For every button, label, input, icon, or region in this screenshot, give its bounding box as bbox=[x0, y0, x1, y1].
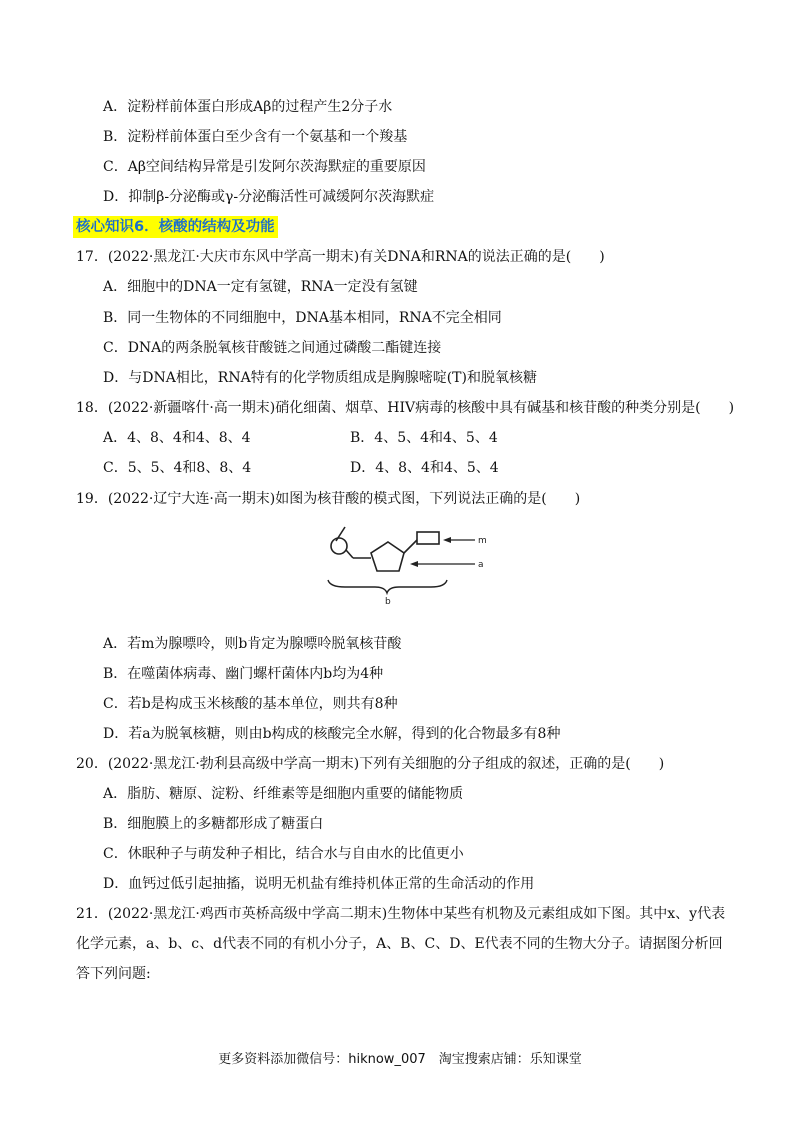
q17-option-d: D．与DNA相比，RNA特有的化学物质组成是胸腺嘧啶(T)和脱氧核糖 bbox=[103, 370, 537, 386]
q17-option-a: A．细胞中的DNA一定有氢键，RNA一定没有氢键 bbox=[103, 279, 418, 295]
q16-option-b: B．淀粉样前体蛋白至少含有一个氨基和一个羧基 bbox=[103, 129, 408, 145]
q18-option-d: D．4、8、4和4、5、4 bbox=[350, 460, 499, 476]
label-b: b bbox=[385, 597, 391, 605]
section-heading: 核心知识6．核酸的结构及功能 bbox=[73, 216, 278, 238]
q19-option-a: A．若m为腺嘌呤，则b肯定为腺嘌呤脱氧核苷酸 bbox=[103, 636, 402, 652]
page-footer: 更多资料添加微信号：hiknow_007 淘宝搜索店铺：乐知课堂 bbox=[218, 1052, 582, 1067]
q19-option-c: C．若b是构成玉米核酸的基本单位，则共有8种 bbox=[103, 696, 398, 712]
m-arrow-head bbox=[443, 537, 451, 543]
q20-option-b: B．细胞膜上的多糖都形成了糖蛋白 bbox=[103, 816, 324, 832]
q19-stem: 19．(2022·辽宁大连·高一期末)如图为核苷酸的模式图，下列说法正确的是( ) bbox=[76, 491, 581, 507]
q17-stem: 17．(2022·黑龙江·大庆市东风中学高一期末)有关DNA和RNA的说法正确的是( ) bbox=[76, 249, 605, 265]
q18-option-a: A．4、8、4和4、8、4 bbox=[103, 430, 251, 446]
base-rectangle bbox=[417, 532, 439, 544]
q18-option-c: C．5、5、4和8、8、4 bbox=[103, 460, 252, 476]
q19-option-b: B．在噬菌体病毒、幽门螺杆菌体内b均为4种 bbox=[103, 666, 384, 682]
q16-option-d: D．抑制β-分泌酶或γ-分泌酶活性可减缓阿尔茨海默症 bbox=[103, 189, 435, 205]
q16-option-a: A．淀粉样前体蛋白形成Aβ的过程产生2分子水 bbox=[103, 99, 393, 115]
q19-option-d: D．若a为脱氧核糖，则由b构成的核酸完全水解，得到的化合物最多有8种 bbox=[103, 726, 561, 742]
q17-option-b: B．同一生物体的不同细胞中，DNA基本相同，RNA不完全相同 bbox=[103, 310, 502, 326]
q20-option-d: D．血钙过低引起抽搐，说明无机盐有维持机体正常的生命活动的作用 bbox=[103, 876, 535, 892]
q20-stem: 20．(2022·黑龙江·勃利县高级中学高一期末)下列有关细胞的分子组成的叙述，正确的是( ) bbox=[76, 756, 665, 772]
q20-option-a: A．脂肪、糖原、淀粉、纤维素等是细胞内重要的储能物质 bbox=[103, 786, 464, 802]
q21-stem-line1: 21．(2022·黑龙江·鸡西市英桥高级中学高二期末)生物体中某些有机物及元素组成如下图。其中x、y代表 bbox=[76, 906, 726, 922]
q20-option-c: C．休眠种子与萌发种子相比，结合水与自由水的比值更小 bbox=[103, 846, 464, 862]
brace-b bbox=[328, 580, 447, 593]
q16-option-c: C．Aβ空间结构异常是引发阿尔茨海默症的重要原因 bbox=[103, 159, 426, 175]
nucleotide-diagram bbox=[315, 515, 495, 605]
a-arrow-head bbox=[410, 561, 418, 567]
label-a: a bbox=[478, 560, 484, 570]
phosphate-circle bbox=[331, 538, 347, 554]
q17-option-c: C．DNA的两条脱氧核苷酸链之间通过磷酸二酯键连接 bbox=[103, 340, 442, 356]
label-m: m bbox=[478, 536, 487, 546]
q18-stem: 18．(2022·新疆喀什·高一期末)硝化细菌、烟草、HIV病毒的核酸中具有碱基和核苷酸的种类分别是( ) bbox=[76, 400, 735, 416]
phosphate-sugar-bond bbox=[346, 550, 353, 558]
sugar-pentagon bbox=[371, 542, 404, 571]
q21-stem-line2: 化学元素，a、b、c、d代表不同的有机小分子，A、B、C、D、E代表不同的生物大分子。请据图分析回 bbox=[76, 936, 723, 952]
q21-stem-line3: 答下列问题: bbox=[76, 966, 151, 982]
q18-option-b: B．4、5、4和4、5、4 bbox=[350, 430, 498, 446]
sugar-base-bond bbox=[404, 540, 417, 553]
